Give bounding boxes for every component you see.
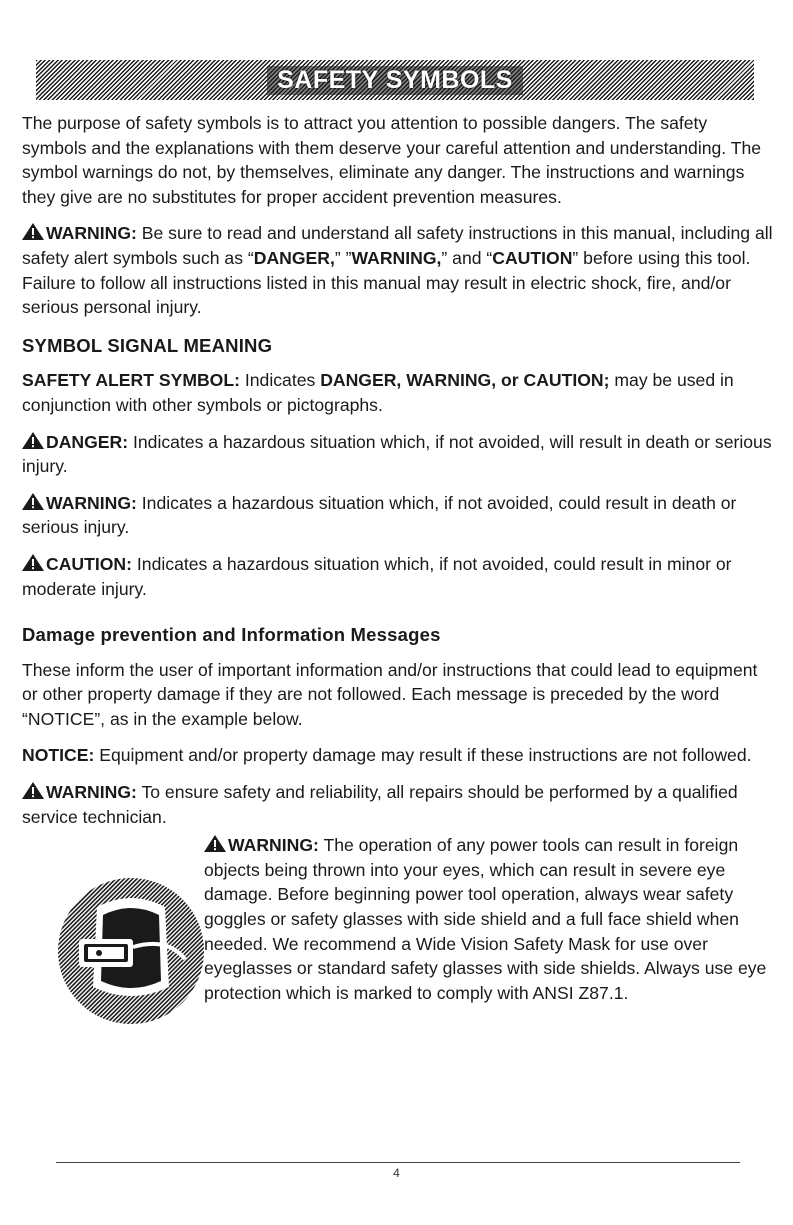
alert-text: may be used in conjunction with other symbols or pictographs. [22,370,734,415]
intro-paragraph: The purpose of safety symbols is to attract you attention to possible dangers. The safety symbols and the explanations with them deserve your careful attention and understanding. The symbol warnings do not, by themselves, eliminate any danger. The instructions and warnings they give are no substitutes for proper accident prevention measures. [22,113,762,207]
caution-text: Indicates a hazardous situation which, if not avoided, could result in minor or moderate injury. [22,553,732,599]
warning-text: To ensure safety and reliability, all repairs should be performed by a qualified service technician. [22,782,738,827]
eye-protection-text: The operation of any power tools can result in foreign objects being thrown into your eyes, which can result in severe eye damage. Before beginning power tool operation, always wear safety goggles or safety glasses with side shield and a full face shield when needed. We recommend a Wide Vision Safety Mask for use over eyeglasses or standard safety glasses with side shields. Always use eye protection which is marked to comply with ANSI Z87.1. [204,835,767,1003]
warning-triangle-icon [22,493,44,510]
alert-keywords: DANGER, WARNING, or CAUTION; [320,370,610,391]
notice-text: Equipment and/or property damage may result if these instructions are not followed. [94,745,752,766]
warning-text: Be sure to read and understand all safety instructions in this manual, including all safety alert symbols such as “ [22,223,773,268]
safety-alert-definition [22,368,774,417]
eye-protection-block [22,833,774,1053]
danger-definition [22,430,774,479]
alert-text: Indicates [239,370,321,391]
danger-label: DANGER: [46,431,129,452]
notice-example [22,743,774,768]
danger-word: DANGER, [253,247,335,268]
damage-intro: These inform the user of important information and/or instructions that could lead to equipment or other property damage if they are not followed. Each message is preceded by the word “NOTICE”, as in the example below. [22,659,758,729]
warning-triangle-icon [22,223,44,240]
warning-repairs [22,780,774,829]
alert-label: SAFETY ALERT SYMBOL: [22,370,240,391]
notice-label: NOTICE: [22,745,95,766]
warning-triangle-icon [22,554,44,571]
warning-text: ” before using this tool. Failure to follow all instructions listed in this manual may result in electric shock, fire, and/or serious personal injury. [22,247,751,318]
warning-label: WARNING: [228,835,319,856]
manual-content [22,111,774,1053]
warning-text: Indicates a hazardous situation which, if not avoided, could result in death or serious injury. [22,492,737,538]
warning-read-instructions [22,221,774,319]
eye-protection-icon [57,877,205,1025]
warning-label: WARNING: [46,492,137,513]
section-heading-damage-prevention: Damage prevention and Information Messages [22,624,441,646]
section-banner [36,60,754,100]
caution-word: CAUTION [492,247,573,268]
eye-protection-warning [204,833,776,1005]
warning-triangle-icon [22,782,44,799]
warning-word: WARNING, [351,247,442,268]
warning-label: WARNING: [46,223,137,244]
page-number: 4 [393,1166,400,1180]
page-title: SAFETY SYMBOLS [267,66,523,95]
caution-definition [22,552,774,601]
danger-text: Indicates a hazardous situation which, if not avoided, will result in death or serious injury. [22,431,772,477]
warning-text: ” ” [334,247,352,268]
warning-text: ” and “ [441,247,493,268]
footer-divider [56,1162,740,1163]
warning-definition [22,491,774,540]
caution-label: CAUTION: [46,553,133,574]
section-heading-symbol-meaning: SYMBOL SIGNAL MEANING [22,334,273,356]
warning-triangle-icon [22,432,44,449]
warning-triangle-icon [204,835,226,852]
warning-label: WARNING: [46,782,137,803]
